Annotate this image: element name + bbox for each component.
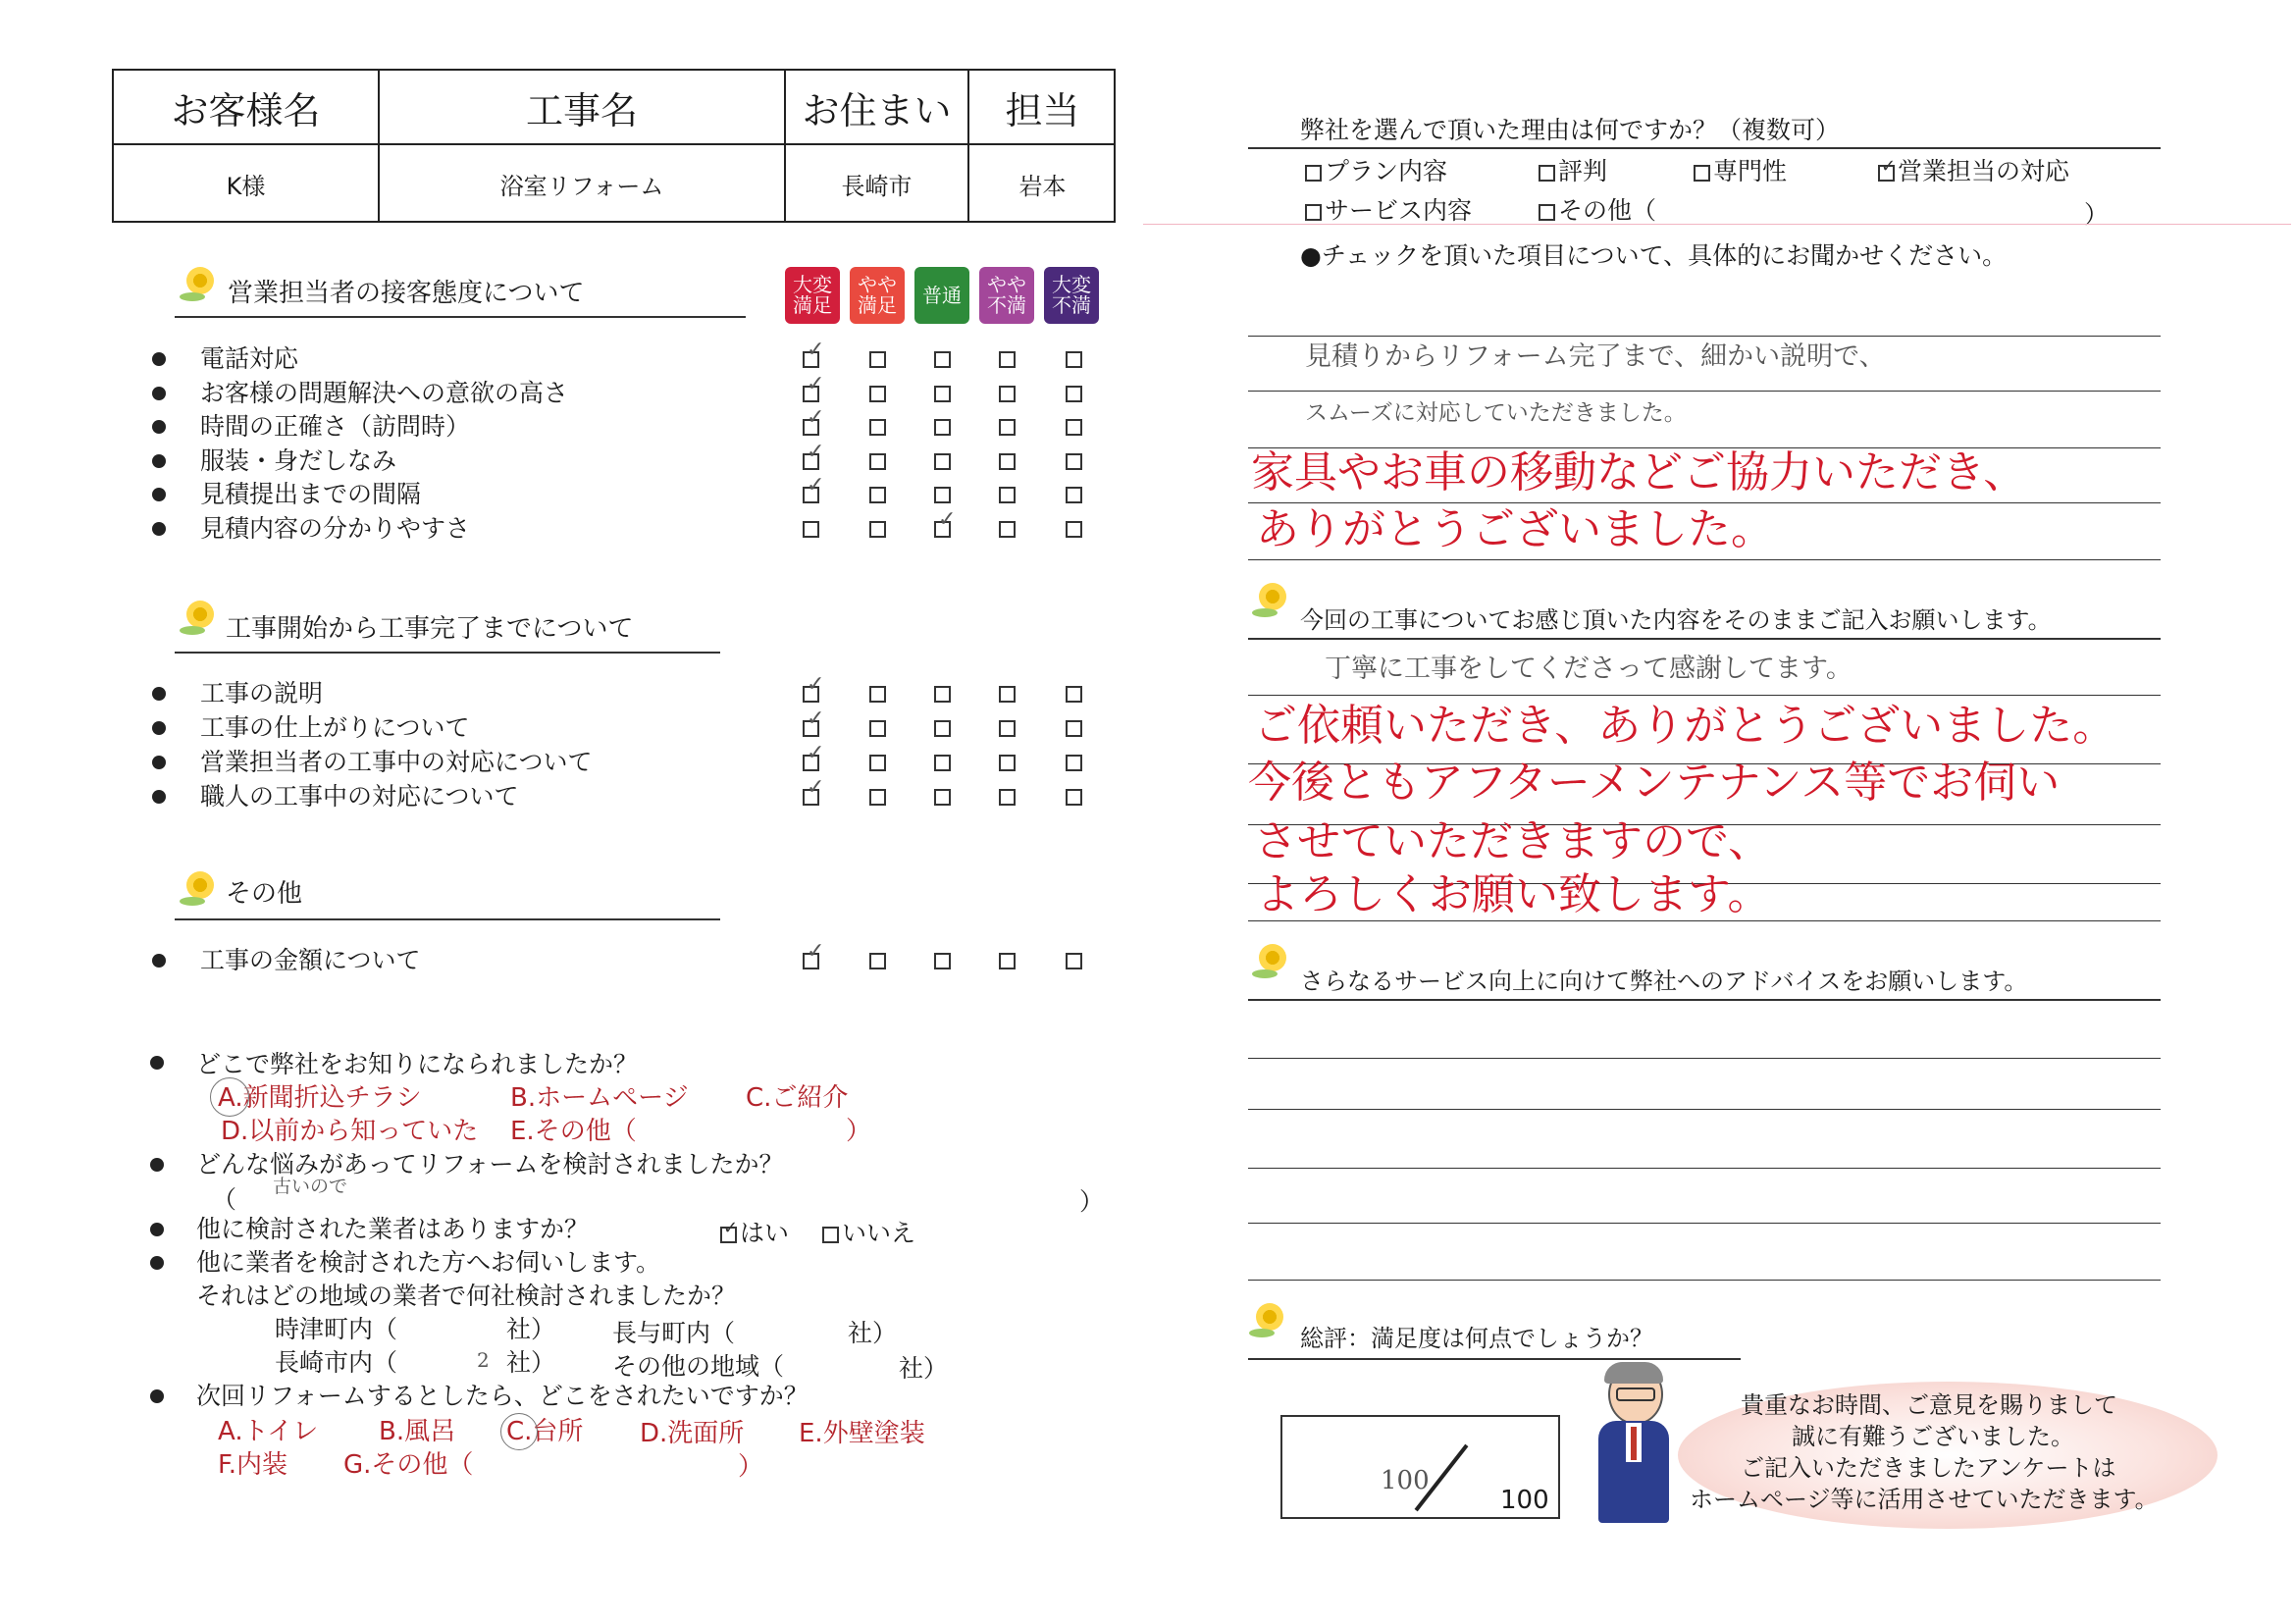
rating-checkbox[interactable] (999, 521, 1016, 538)
leaf-icon (180, 897, 205, 906)
thanks-line-4: ホームページ等に活用させていただきます。 (1690, 1486, 2159, 1513)
rating-item-label: 工事の仕上がりについて (200, 713, 470, 742)
rating-item-label: 工事の説明 (200, 679, 324, 707)
rating-badge: 普通 (914, 267, 969, 324)
bullet-icon (152, 687, 166, 701)
rating-item-label: 見積提出までの間隔 (200, 480, 422, 508)
rating-checkbox[interactable] (934, 386, 951, 402)
region-nagasaki: 長崎市内（ (275, 1348, 398, 1377)
rating-checkbox[interactable] (1066, 953, 1082, 969)
rating-checkbox[interactable] (934, 521, 951, 538)
rating-checkbox[interactable] (999, 789, 1016, 806)
bullet-icon (152, 756, 166, 769)
rating-checkbox[interactable] (999, 453, 1016, 470)
region-nagasaki-count[interactable]: 2 (477, 1348, 490, 1372)
rating-checkbox[interactable] (869, 789, 886, 806)
rating-checkbox[interactable] (869, 953, 886, 969)
rating-checkbox[interactable] (934, 453, 951, 470)
rating-checkbox[interactable] (803, 720, 819, 737)
rating-checkbox[interactable] (1066, 521, 1082, 538)
bullet-icon (152, 488, 166, 501)
rating-checkbox[interactable] (934, 720, 951, 737)
rating-checkbox[interactable] (1066, 720, 1082, 737)
rating-checkbox[interactable] (1066, 789, 1082, 806)
reason-reply-2: ありがとうございました。 (1256, 504, 1774, 554)
rating-checkbox[interactable] (803, 386, 819, 402)
thanks-line-3: ご記入いただきましたアンケートは (1741, 1454, 2116, 1482)
q-know-opt-b[interactable]: B.ホームページ (510, 1083, 689, 1113)
rating-checkbox[interactable] (869, 453, 886, 470)
reason-checkbox[interactable] (1305, 165, 1322, 182)
region-togitsu: 時津町内（ (275, 1315, 398, 1343)
circle-mark-icon (500, 1413, 538, 1450)
bullet-icon (152, 387, 166, 400)
impression-reply-1: ご依頼いただき、ありがとうございました。 (1254, 701, 2116, 751)
reason-close: ） (2084, 200, 2110, 229)
rating-checkbox[interactable] (869, 386, 886, 402)
impression-customer-comment[interactable]: 丁寧に工事をしてくださって感謝してます。 (1325, 654, 1852, 684)
score-max: 100 (1500, 1486, 1549, 1515)
reason-reply-1: 家具やお車の移動などご協力いただき、 (1251, 447, 2027, 497)
q-next-d[interactable]: D.洗面所 (640, 1419, 745, 1448)
rating-checkbox[interactable] (803, 487, 819, 503)
rating-item-label: 見積内容の分かりやすさ (200, 513, 471, 543)
leaf-icon (1252, 969, 1278, 978)
reason-checkbox[interactable] (1305, 204, 1322, 221)
rating-checkbox[interactable] (999, 419, 1016, 436)
q-region-line1: 他に業者を検討された方へお伺いします。 (196, 1248, 661, 1277)
rating-item-label: 職人の工事中の対応について (200, 782, 519, 811)
q-know-opt-a[interactable]: A.新聞折込チラシ (218, 1083, 422, 1113)
rating-item-label: 営業担当者の工事中の対応について (200, 748, 593, 776)
checkbox-no[interactable] (822, 1227, 839, 1243)
flower-icon (1256, 1303, 1283, 1331)
rating-checkbox[interactable] (1066, 419, 1082, 436)
bullet-icon (152, 522, 166, 536)
rating-checkbox[interactable] (1066, 755, 1082, 771)
rating-checkbox[interactable] (869, 487, 886, 503)
rating-checkbox[interactable] (1066, 686, 1082, 703)
q-know-question: どこで弊社をお知りになられましたか？ (196, 1050, 639, 1078)
rating-badge: やや 満足 (850, 267, 905, 324)
rating-checkbox[interactable] (999, 686, 1016, 703)
rating-checkbox[interactable] (934, 351, 951, 368)
section2-title: 工事開始から工事完了までについて (226, 614, 634, 644)
q-know-opt-c[interactable]: C.ご紹介 (746, 1083, 849, 1113)
thanks-line-1: 貴重なお時間、ご意見を賜りまして (1741, 1391, 2117, 1419)
reason-title: 弊社を選んで頂いた理由は何ですか？（複数可） (1300, 116, 1841, 144)
leaf-icon (180, 292, 205, 301)
q-next-f[interactable]: F.内装 (218, 1450, 288, 1480)
header-staff: 担当 (1005, 88, 1080, 132)
bullet-icon (152, 954, 166, 968)
rating-checkbox[interactable] (803, 953, 819, 969)
leaf-icon (1249, 1329, 1275, 1337)
header-customer-name: お客様名 (171, 88, 321, 132)
rating-checkbox[interactable] (934, 686, 951, 703)
customer-info-table (112, 69, 1116, 223)
flower-icon (1259, 583, 1286, 610)
reason-checkbox[interactable] (1878, 165, 1895, 182)
rating-checkbox[interactable] (1066, 453, 1082, 470)
q-worry-question: どんな悩みがあってリフォームを検討されましたか？ (196, 1150, 784, 1178)
reason-customer-comment-2[interactable]: スムーズに対応していただきました。 (1305, 400, 1687, 426)
leaf-icon (1252, 608, 1278, 617)
section1-title: 営業担当者の接客態度について (228, 279, 585, 308)
rating-checkbox[interactable] (934, 419, 951, 436)
rating-checkbox[interactable] (1066, 386, 1082, 402)
rating-checkbox[interactable] (869, 419, 886, 436)
bullet-icon (152, 420, 166, 434)
rating-checkbox[interactable] (803, 521, 819, 538)
rating-checkbox[interactable] (934, 789, 951, 806)
rating-checkbox[interactable] (869, 521, 886, 538)
q-other-no[interactable]: いいえ (822, 1221, 915, 1245)
rating-item-label: 時間の正確さ（訪問時） (200, 412, 471, 441)
rating-item-label: 電話対応 (200, 344, 299, 373)
flower-icon (186, 601, 214, 628)
q-region-line2: それはどの地域の業者で何社検討されましたか？ (196, 1282, 737, 1310)
impression-reply-4: よろしくお願い致します。 (1256, 869, 1771, 919)
bullet-icon (152, 454, 166, 468)
rating-item-label: お客様の問題解決への意欲の高さ (200, 378, 569, 407)
q-next-a[interactable]: A.トイレ (218, 1417, 319, 1446)
advice-title: さらなるサービス向上に向けて弊社へのアドバイスをお願いします。 (1300, 968, 2028, 995)
rating-checkbox[interactable] (803, 755, 819, 771)
rating-checkbox[interactable] (803, 351, 819, 368)
q-other-yes[interactable]: ✓ はい (720, 1221, 789, 1245)
region-other: その他の地域（ (612, 1352, 785, 1381)
score-box[interactable] (1280, 1415, 1560, 1519)
rating-badge: 大変 不満 (1044, 267, 1099, 324)
reason-option[interactable]: 評判 (1539, 159, 1607, 183)
staff-name: 岩本 (1018, 173, 1067, 200)
reason-checkbox[interactable] (1694, 165, 1710, 182)
reason-option[interactable]: 専門性 (1694, 159, 1787, 183)
rating-checkbox[interactable] (803, 789, 819, 806)
bullet-icon (152, 721, 166, 735)
q-next-close: ） (738, 1452, 764, 1482)
impression-title: 今回の工事についてお感じ頂いた内容をそのままご記入お願いします。 (1300, 606, 2052, 634)
q-next-c[interactable]: C.台所 (506, 1417, 584, 1446)
residence: 長崎市 (841, 173, 913, 200)
q-next-b[interactable]: B.風呂 (379, 1417, 456, 1446)
reason-option[interactable]: ✓ 営業担当の対応 (1878, 159, 2069, 183)
reason-option[interactable]: プラン内容 (1305, 159, 1447, 183)
thanks-line-2: 誠に有難うございました。 (1792, 1423, 2074, 1450)
reason-detail-prompt: ●チェックを頂いた項目について、具体的にお聞かせください。 (1300, 241, 2008, 270)
rating-checkbox[interactable] (934, 953, 951, 969)
rating-badge: 大変 満足 (785, 267, 840, 324)
reason-option[interactable]: サービス内容 (1305, 198, 1472, 223)
q-know-opt-e[interactable]: E.その他（ (510, 1117, 637, 1146)
bullet-icon (152, 790, 166, 804)
rating-checkbox[interactable] (999, 386, 1016, 402)
rating-checkbox[interactable] (869, 755, 886, 771)
rating-checkbox[interactable] (869, 720, 886, 737)
circle-mark-icon (210, 1077, 249, 1117)
staff-mascot-icon (1594, 1364, 1673, 1531)
rating-checkbox[interactable] (803, 686, 819, 703)
region-nagasaki-unit: 社） (506, 1348, 556, 1377)
rating-checkbox[interactable] (803, 419, 819, 436)
region-nagayo: 長与町内（ (612, 1319, 736, 1347)
q-next-question: 次回リフォームするとしたら、どこをされたいですか？ (196, 1382, 809, 1410)
customer-name: K様 (226, 173, 266, 200)
q-know-opt-d[interactable]: D.以前から知っていた (221, 1117, 479, 1146)
rating-checkbox[interactable] (803, 453, 819, 470)
q-next-e[interactable]: E.外壁塗装 (799, 1419, 925, 1448)
flower-icon (1259, 944, 1286, 971)
q-next-g[interactable]: G.その他（ (343, 1450, 474, 1480)
reason-checkbox[interactable] (1539, 204, 1555, 221)
rating-checkbox[interactable] (999, 487, 1016, 503)
rating-item-label: 服装・身だしなみ (200, 445, 397, 475)
rating-checkbox[interactable] (1066, 487, 1082, 503)
q-worry-open: （ (212, 1185, 237, 1214)
rating-item-label: 工事の金額について (200, 946, 421, 974)
work-name: 浴室リフォーム (499, 173, 664, 200)
region-other-unit: 社） (899, 1354, 949, 1383)
rating-checkbox[interactable] (1066, 351, 1082, 368)
header-residence: お住まい (802, 88, 952, 132)
reason-customer-comment-1[interactable]: 見積りからリフォーム完了まで、細かい説明で、 (1305, 341, 1886, 372)
reason-option[interactable]: その他（ (1539, 198, 1656, 223)
rating-checkbox[interactable] (869, 351, 886, 368)
rating-checkbox[interactable] (999, 953, 1016, 969)
section3-title: その他 (226, 879, 303, 909)
impression-reply-2: 今後ともアフターメンテナンス等でお伺い (1248, 758, 2061, 808)
rating-checkbox[interactable] (999, 755, 1016, 771)
q-worry-answer[interactable]: 古いので (273, 1176, 348, 1197)
impression-reply-3: させていただきますので、 (1254, 816, 1772, 866)
checkbox-yes[interactable] (720, 1227, 737, 1243)
rating-checkbox[interactable] (934, 487, 951, 503)
flower-icon (186, 871, 214, 899)
reason-checkbox[interactable] (1539, 165, 1555, 182)
q-worry-close: ） (1079, 1187, 1105, 1216)
rating-checkbox[interactable] (999, 720, 1016, 737)
leaf-icon (180, 626, 205, 635)
flower-icon (186, 267, 214, 294)
q-know-close: ） (846, 1117, 872, 1146)
header-work-name: 工事名 (525, 88, 638, 132)
score-value[interactable]: 100 (1381, 1466, 1430, 1495)
rating-checkbox[interactable] (934, 755, 951, 771)
score-title: 総評：満足度は何点でしょうか？ (1300, 1325, 1653, 1352)
bullet-icon (152, 352, 166, 366)
q-other-question: 他に検討された業者はありますか？ (196, 1215, 590, 1243)
rating-checkbox[interactable] (999, 351, 1016, 368)
region-togitsu-unit: 社） (506, 1315, 556, 1343)
rating-badge: やや 不満 (979, 267, 1034, 324)
rating-checkbox[interactable] (869, 686, 886, 703)
region-nagayo-unit: 社） (848, 1319, 898, 1347)
